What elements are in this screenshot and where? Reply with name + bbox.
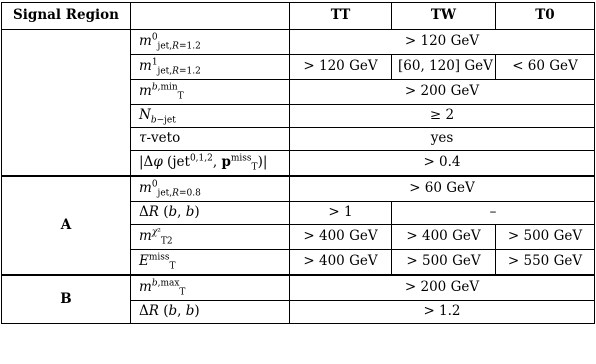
cut-value-t0: > 500 GeV (496, 225, 595, 250)
variable-cell: $m^{\chi^2}_{T2}$ (131, 225, 290, 250)
variable-cell: $m^0_{jet,R=0.8}$ (131, 176, 290, 202)
cut-value-tw-t0: – (392, 202, 595, 225)
cut-value-t0: < 60 GeV (496, 55, 595, 80)
variable-cell: $m^0_{jet,R=1.2}$ (131, 30, 290, 55)
cut-value-t0: > 550 GeV (496, 250, 595, 276)
table-row (2, 30, 595, 55)
signal-region-table (1, 2, 595, 324)
variable-cell: $m^1_{jet,R=1.2}$ (131, 55, 290, 80)
cut-value: > 60 GeV (290, 176, 595, 202)
cut-value: ≥ 2 (290, 105, 595, 128)
region-b-label: B (2, 275, 131, 324)
variable-cell: ΔR (b, b) (131, 202, 290, 225)
region-a-label: A (2, 176, 131, 275)
variable-cell: τ-veto (131, 128, 290, 151)
cut-value-tt: > 400 GeV (290, 225, 392, 250)
cut-value: > 1.2 (290, 301, 595, 324)
cut-value-tw: [60, 120] GeV (392, 55, 496, 80)
header-t0: T0 (496, 3, 595, 30)
variable-cell: ΔR (b, b) (131, 301, 290, 324)
cut-value: > 120 GeV (290, 30, 595, 55)
header-signal-region: Signal Region (2, 3, 131, 30)
variable-cell: $m^{b,max}_T$ (131, 275, 290, 301)
cut-value-tw: > 400 GeV (392, 225, 496, 250)
cut-value-tt: > 120 GeV (290, 55, 392, 80)
header-row (2, 3, 595, 30)
cut-value-tt: > 400 GeV (290, 250, 392, 276)
cut-value: > 200 GeV (290, 275, 595, 301)
cut-value-tt: > 1 (290, 202, 392, 225)
variable-cell: |Δφ (jet$^{0,1,2}$, $p^{miss}_T)|$ (131, 151, 290, 177)
cut-value: yes (290, 128, 595, 151)
variable-cell: $m^{b,min}_T$ (131, 80, 290, 105)
variable-cell: $N_{b-jet}$ (131, 105, 290, 128)
cut-value: > 0.4 (290, 151, 595, 177)
table-row (2, 176, 595, 202)
header-variable (131, 3, 290, 30)
region-common-cell (2, 30, 131, 177)
header-tw: TW (392, 3, 496, 30)
cut-value-tw: > 500 GeV (392, 250, 496, 276)
cut-value: > 200 GeV (290, 80, 595, 105)
table-row (2, 275, 595, 301)
header-tt: TT (290, 3, 392, 30)
variable-cell: $E^{miss}_T$ (131, 250, 290, 276)
